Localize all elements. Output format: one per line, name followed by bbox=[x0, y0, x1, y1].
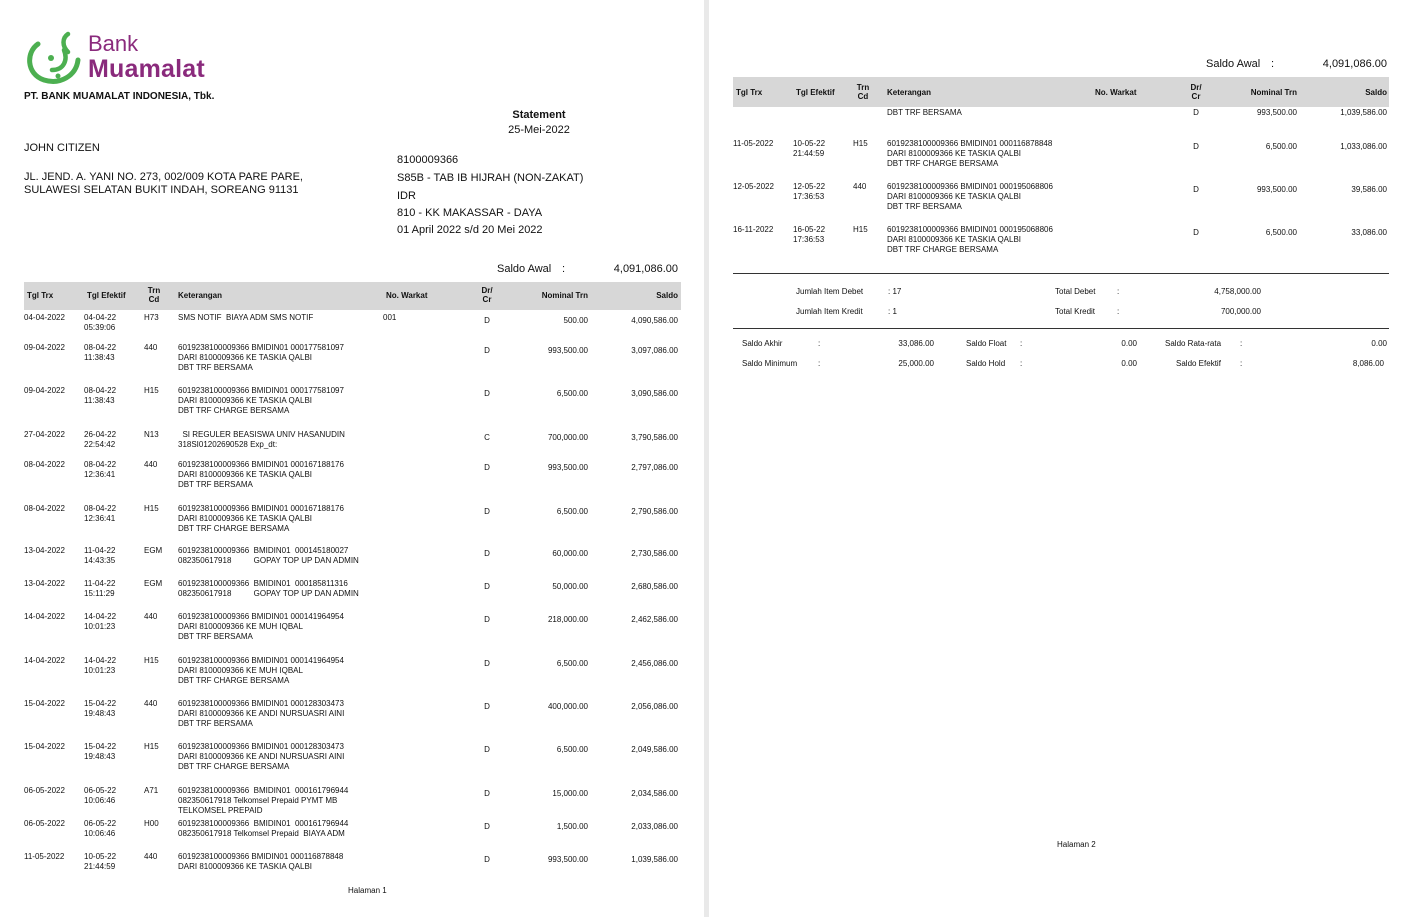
saldo-float-colon: : bbox=[1020, 339, 1023, 348]
col-trn-cd-p2-line1: Trn bbox=[856, 83, 870, 92]
row-nominal: 50,000.00 bbox=[552, 582, 588, 591]
row-saldo: 33,086.00 bbox=[1351, 228, 1387, 237]
row-tgl-efektif bbox=[793, 139, 825, 159]
row-drcr: D bbox=[1193, 142, 1199, 151]
row-tgl-efektif-line: 11:38:43 bbox=[84, 353, 115, 362]
page-number-1: Halaman 1 bbox=[348, 886, 387, 895]
row-keterangan-line: 082350617918 Telkomsel Prepaid PYMT MB bbox=[178, 796, 338, 805]
row-keterangan-line: DARI 8100009366 KE ANDI NURSUASRI AINI bbox=[178, 752, 345, 761]
total-debet-label: Total Debet bbox=[1055, 287, 1096, 296]
row-tgl-efektif bbox=[84, 656, 116, 676]
row-tgl-trx: 09-04-2022 bbox=[24, 386, 65, 395]
row-keterangan-line: 6019238100009366 BMIDIN01 000116878848 bbox=[178, 852, 344, 861]
row-tgl-efektif bbox=[84, 546, 115, 566]
page-number-2: Halaman 2 bbox=[1057, 840, 1096, 849]
row-tgl-trx: 14-04-2022 bbox=[24, 612, 65, 621]
customer-address-line1: JL. JEND. A. YANI NO. 273, 002/009 KOTA PARE PARE, bbox=[24, 171, 303, 183]
row-tgl-trx: 15-04-2022 bbox=[24, 699, 65, 708]
col-tgl-trx-p2: Tgl Trx bbox=[736, 88, 763, 97]
row-keterangan bbox=[178, 313, 313, 323]
row-tgl-trx: 08-04-2022 bbox=[24, 460, 65, 469]
row-tgl-trx: 11-05-2022 bbox=[24, 852, 65, 861]
col-dr-cr-line2: Cr bbox=[482, 295, 492, 304]
row-keterangan-line: 6019238100009366 BMIDIN01 000161796944 bbox=[178, 786, 349, 795]
row-keterangan bbox=[178, 852, 343, 872]
row-keterangan bbox=[887, 182, 1053, 212]
row-drcr: D bbox=[484, 789, 490, 798]
row-tgl-efektif-line: 10:01:23 bbox=[84, 666, 116, 675]
row-keterangan bbox=[178, 699, 344, 729]
row-tgl-efektif-line: 15-04-22 bbox=[84, 699, 117, 708]
col-trn-cd-p2-line2: Cd bbox=[857, 92, 869, 101]
row-drcr: D bbox=[484, 582, 490, 591]
row-saldo: 39,586.00 bbox=[1351, 185, 1387, 194]
row-nominal: 993,500.00 bbox=[547, 463, 588, 472]
row-keterangan-line: 6019238100009366 BMIDIN01 000116878848 bbox=[887, 139, 1053, 148]
saldo-akhir-colon: : bbox=[818, 339, 821, 348]
row-tgl-efektif bbox=[84, 504, 116, 524]
row-keterangan-line: 082350617918 Telkomsel Prepaid BIAYA ADM bbox=[178, 829, 345, 838]
row-keterangan bbox=[887, 139, 1052, 169]
row-tgl-trx: 04-04-2022 bbox=[24, 313, 65, 322]
row-keterangan-line: 6019238100009366 BMIDIN01 000167188176 bbox=[178, 504, 344, 513]
row-trn-cd: 440 bbox=[853, 182, 867, 191]
row-keterangan-line: SMS NOTIF BIAYA ADM SMS NOTIF bbox=[178, 313, 314, 322]
row-nominal: 993,500.00 bbox=[547, 346, 588, 355]
row-saldo: 2,456,086.00 bbox=[631, 659, 678, 668]
row-tgl-efektif-line: 26-04-22 bbox=[84, 430, 117, 439]
row-tgl-efektif-line: 10-05-22 bbox=[793, 139, 826, 148]
total-kredit-colon: : bbox=[1117, 307, 1120, 316]
row-nominal: 500.00 bbox=[563, 316, 588, 325]
row-keterangan-line: 082350617918 GOPAY TOP UP DAN ADMIN bbox=[178, 556, 359, 565]
row-keterangan: DBT TRF BERSAMA bbox=[887, 108, 962, 117]
row-nominal: 6,500.00 bbox=[556, 389, 588, 398]
table-header bbox=[24, 282, 681, 310]
col-saldo-p2: Saldo bbox=[1365, 88, 1387, 97]
row-tgl-efektif-line: 22:54:42 bbox=[84, 440, 116, 449]
row-keterangan-line: 6019238100009366 BMIDIN01 000185811316 bbox=[178, 579, 348, 588]
row-tgl-efektif bbox=[84, 699, 116, 719]
row-tgl-efektif-line: 12:36:41 bbox=[84, 470, 116, 479]
row-trn-cd: 440 bbox=[144, 612, 158, 621]
row-keterangan-line: DARI 8100009366 KE TASKIA QALBI bbox=[178, 396, 313, 405]
row-nominal: 6,500.00 bbox=[556, 659, 588, 668]
row-tgl-trx: 14-04-2022 bbox=[24, 656, 65, 665]
row-tgl-efektif-line: 12-05-22 bbox=[793, 182, 826, 191]
row-keterangan-line: DBT TRF CHARGE BERSAMA bbox=[887, 245, 999, 254]
row-drcr: D bbox=[484, 389, 490, 398]
col-keterangan-p2: Keterangan bbox=[887, 88, 932, 97]
row-keterangan-line: DBT TRF CHARGE BERSAMA bbox=[178, 406, 290, 415]
row-tgl-trx: 12-05-2022 bbox=[733, 182, 774, 191]
row-tgl-trx: 06-05-2022 bbox=[24, 786, 65, 795]
row-saldo: 1,039,586.00 bbox=[631, 855, 678, 864]
saldo-minimum-colon: : bbox=[818, 359, 821, 368]
saldo-rata-colon: : bbox=[1240, 339, 1243, 348]
row-keterangan-line: DBT TRF CHARGE BERSAMA bbox=[178, 762, 290, 771]
row-tgl-trx: 15-04-2022 bbox=[24, 742, 65, 751]
saldo-hold-value: 0.00 bbox=[1121, 359, 1137, 368]
saldo-efektif-value: 8,086.00 bbox=[1352, 359, 1384, 368]
saldo-efektif-label: Saldo Efektif bbox=[1176, 359, 1221, 368]
row-tgl-efektif-line: 17:36:53 bbox=[793, 235, 825, 244]
col-dr-cr-p2-line1: Dr/ bbox=[1190, 83, 1202, 92]
row-tgl-efektif-line: 04-04-22 bbox=[84, 313, 117, 322]
row-drcr: D bbox=[1193, 185, 1199, 194]
row-drcr: D bbox=[1193, 108, 1199, 117]
row-drcr: D bbox=[484, 463, 490, 472]
row-tgl-efektif-line: 06-05-22 bbox=[84, 786, 117, 795]
row-drcr: D bbox=[484, 615, 490, 624]
row-tgl-trx: 08-04-2022 bbox=[24, 504, 65, 513]
row-tgl-efektif-line: 11-04-22 bbox=[84, 546, 116, 555]
row-tgl-efektif-line: 08-04-22 bbox=[84, 504, 117, 513]
row-drcr: C bbox=[484, 433, 490, 442]
row-keterangan-line: 6019238100009366 BMIDIN01 000141964954 bbox=[178, 656, 344, 665]
account-branch: 810 - KK MAKASSAR - DAYA bbox=[397, 207, 543, 219]
saldo-minimum-value: 25,000.00 bbox=[898, 359, 934, 368]
row-keterangan-line: 6019238100009366 BMIDIN01 000177581097 bbox=[178, 343, 344, 352]
row-keterangan bbox=[178, 656, 344, 686]
row-tgl-efektif-line: 08-04-22 bbox=[84, 386, 117, 395]
row-trn-cd: 440 bbox=[144, 852, 158, 861]
row-tgl-efektif-line: 10:06:46 bbox=[84, 796, 116, 805]
row-drcr: D bbox=[484, 855, 490, 864]
row-tgl-trx: 16-11-2022 bbox=[733, 225, 774, 234]
col-dr-cr-line1: Dr/ bbox=[481, 286, 493, 295]
row-keterangan-line: 082350617918 GOPAY TOP UP DAN ADMIN bbox=[178, 589, 359, 598]
row-keterangan bbox=[178, 819, 348, 839]
total-kredit-value: 700,000.00 bbox=[1220, 307, 1261, 316]
logo-text-muamalat: Muamalat bbox=[88, 55, 205, 83]
row-keterangan-line: 6019238100009366 BMIDIN01 000128303473 bbox=[178, 742, 344, 751]
row-saldo: 3,097,086.00 bbox=[631, 346, 678, 355]
row-drcr: D bbox=[484, 316, 490, 325]
row-trn-cd: EGM bbox=[144, 546, 163, 555]
statement-page-2 bbox=[709, 0, 1416, 917]
col-tgl-efektif-p2: Tgl Efektif bbox=[796, 88, 835, 97]
row-keterangan-line: DBT TRF BERSAMA bbox=[178, 719, 253, 728]
row-tgl-efektif-line: 15-04-22 bbox=[84, 742, 117, 751]
row-nominal: 400,000.00 bbox=[547, 702, 588, 711]
row-tgl-efektif bbox=[84, 819, 116, 839]
jumlah-kredit-value: : 1 bbox=[888, 307, 897, 316]
row-keterangan bbox=[178, 343, 344, 373]
saldo-awal-label-p2: Saldo Awal bbox=[1206, 58, 1261, 70]
row-keterangan-line: DARI 8100009366 KE MUH IQBAL bbox=[178, 622, 303, 631]
logo-text-bank: Bank bbox=[88, 31, 139, 56]
row-nominal: 6,500.00 bbox=[556, 507, 588, 516]
row-nominal: 700,000.00 bbox=[547, 433, 588, 442]
row-tgl-efektif bbox=[793, 182, 825, 202]
row-keterangan bbox=[887, 225, 1053, 255]
row-trn-cd: N13 bbox=[144, 430, 159, 439]
row-tgl-efektif-line: 14-04-22 bbox=[84, 656, 117, 665]
summary-divider-top bbox=[733, 273, 1389, 274]
row-keterangan-line: 318SI01202690528 Exp_dt: bbox=[178, 440, 278, 449]
row-keterangan bbox=[178, 612, 344, 642]
account-number: 8100009366 bbox=[397, 154, 459, 166]
row-drcr: D bbox=[484, 346, 490, 355]
row-keterangan bbox=[178, 460, 344, 490]
row-trn-cd: 440 bbox=[144, 343, 158, 352]
row-tgl-trx: 06-05-2022 bbox=[24, 819, 65, 828]
row-trn-cd: H73 bbox=[144, 313, 159, 322]
col-no-warkat: No. Warkat bbox=[386, 291, 428, 300]
row-tgl-efektif bbox=[84, 430, 116, 450]
row-keterangan-line: DBT TRF BERSAMA bbox=[178, 632, 253, 641]
row-keterangan-line: 6019238100009366 BMIDIN01 000167188176 bbox=[178, 460, 344, 469]
row-tgl-efektif-line: 19:48:43 bbox=[84, 709, 116, 718]
saldo-akhir-value: 33,086.00 bbox=[898, 339, 934, 348]
row-keterangan-line: 6019238100009366 BMIDIN01 000145180027 bbox=[178, 546, 349, 555]
row-trn-cd: A71 bbox=[144, 786, 159, 795]
row-keterangan-line: 6019238100009366 BMIDIN01 000195068806 bbox=[887, 182, 1053, 191]
row-tgl-efektif-line: 14-04-22 bbox=[84, 612, 117, 621]
saldo-awal-value: 4,091,086.00 bbox=[613, 263, 678, 275]
row-drcr: D bbox=[484, 659, 490, 668]
total-debet-colon: : bbox=[1117, 287, 1120, 296]
col-tgl-efektif: Tgl Efektif bbox=[87, 291, 126, 300]
row-nominal: 993,500.00 bbox=[547, 855, 588, 864]
row-keterangan-line: DARI 8100009366 KE TASKIA QALBI bbox=[178, 862, 313, 871]
row-nominal: 15,000.00 bbox=[552, 789, 588, 798]
row-keterangan bbox=[178, 786, 348, 816]
row-saldo: 2,462,586.00 bbox=[631, 615, 678, 624]
row-drcr: D bbox=[484, 549, 490, 558]
col-trn-cd-line2: Cd bbox=[148, 295, 160, 304]
row-tgl-efektif bbox=[84, 852, 116, 872]
col-dr-cr bbox=[475, 286, 499, 304]
company-name: PT. BANK MUAMALAT INDONESIA, Tbk. bbox=[24, 91, 215, 102]
row-trn-cd: H15 bbox=[144, 386, 159, 395]
account-product: S85B - TAB IB HIJRAH (NON-ZAKAT) bbox=[397, 172, 584, 184]
table-header-p2 bbox=[733, 77, 1389, 107]
row-trn-cd: EGM bbox=[144, 579, 163, 588]
row-trn-cd: H15 bbox=[144, 656, 159, 665]
row-saldo: 3,090,586.00 bbox=[631, 389, 678, 398]
row-keterangan-line: SI REGULER BEASISWA UNIV HASANUDIN bbox=[178, 430, 345, 439]
row-saldo: 1,039,586.00 bbox=[1340, 108, 1387, 117]
total-kredit-label: Total Kredit bbox=[1055, 307, 1096, 316]
row-keterangan-line: 6019238100009366 BMIDIN01 000128303473 bbox=[178, 699, 344, 708]
row-saldo: 2,790,586.00 bbox=[631, 507, 678, 516]
row-tgl-efektif-line: 08-04-22 bbox=[84, 343, 117, 352]
row-tgl-efektif bbox=[793, 225, 825, 245]
jumlah-kredit-label: Jumlah Item Kredit bbox=[796, 307, 863, 316]
row-tgl-efektif-line: 21:44:59 bbox=[84, 862, 116, 871]
row-trn-cd: H15 bbox=[853, 139, 868, 148]
row-tgl-trx: 11-05-2022 bbox=[733, 139, 774, 148]
account-currency: IDR bbox=[397, 190, 416, 202]
row-nominal: 1,500.00 bbox=[556, 822, 588, 831]
row-trn-cd: 440 bbox=[144, 699, 158, 708]
row-keterangan-line: 6019238100009366 BMIDIN01 000195068806 bbox=[887, 225, 1053, 234]
row-drcr: D bbox=[1193, 228, 1199, 237]
col-trn-cd-p2 bbox=[851, 83, 875, 101]
row-tgl-efektif bbox=[84, 786, 116, 806]
row-saldo: 3,790,586.00 bbox=[631, 433, 678, 442]
col-no-warkat-p2: No. Warkat bbox=[1095, 88, 1137, 97]
row-saldo: 4,090,586.00 bbox=[631, 316, 678, 325]
row-tgl-efektif bbox=[84, 343, 116, 363]
saldo-float-value: 0.00 bbox=[1121, 339, 1137, 348]
row-trn-cd: H15 bbox=[144, 504, 159, 513]
col-tgl-trx: Tgl Trx bbox=[27, 291, 54, 300]
saldo-minimum-label: Saldo Minimum bbox=[742, 359, 798, 368]
statement-title: Statement bbox=[512, 109, 566, 121]
saldo-hold-colon: : bbox=[1020, 359, 1023, 368]
saldo-float-label: Saldo Float bbox=[966, 339, 1007, 348]
row-tgl-efektif-line: 10:01:23 bbox=[84, 622, 116, 631]
row-keterangan-line: DARI 8100009366 KE TASKIA QALBI bbox=[887, 192, 1022, 201]
row-trn-cd: H00 bbox=[144, 819, 159, 828]
row-trn-cd: H15 bbox=[144, 742, 159, 751]
row-keterangan-line: 6019238100009366 BMIDIN01 000161796944 bbox=[178, 819, 349, 828]
row-keterangan-line: DBT TRF BERSAMA bbox=[887, 202, 962, 211]
col-saldo: Saldo bbox=[656, 291, 678, 300]
row-trn-cd: 440 bbox=[144, 460, 158, 469]
row-no-warkat: 001 bbox=[383, 313, 397, 322]
row-tgl-efektif bbox=[84, 612, 116, 632]
row-tgl-trx: 09-04-2022 bbox=[24, 343, 65, 352]
col-trn-cd-line1: Trn bbox=[147, 286, 161, 295]
saldo-awal-value-p2: 4,091,086.00 bbox=[1322, 58, 1387, 70]
row-keterangan-line: DBT TRF CHARGE BERSAMA bbox=[887, 159, 999, 168]
row-saldo: 2,034,586.00 bbox=[631, 789, 678, 798]
row-saldo: 1,033,086.00 bbox=[1340, 142, 1387, 151]
customer-name: JOHN CITIZEN bbox=[24, 142, 100, 154]
summary-divider-bottom bbox=[733, 328, 1389, 329]
row-keterangan bbox=[178, 430, 345, 450]
row-keterangan-line: DARI 8100009366 KE ANDI NURSUASRI AINI bbox=[178, 709, 345, 718]
col-trn-cd bbox=[142, 286, 166, 304]
saldo-awal-colon: : bbox=[562, 263, 566, 275]
statement-period: 01 April 2022 s/d 20 Mei 2022 bbox=[397, 224, 543, 236]
statement-page-1 bbox=[0, 0, 704, 917]
row-tgl-efektif-line: 06-05-22 bbox=[84, 819, 117, 828]
total-debet-value: 4,758,000.00 bbox=[1214, 287, 1261, 296]
row-tgl-efektif-line: 19:48:43 bbox=[84, 752, 116, 761]
row-tgl-efektif-line: 12:36:41 bbox=[84, 514, 116, 523]
row-keterangan-line: DBT TRF CHARGE BERSAMA bbox=[178, 676, 290, 685]
saldo-awal-colon-p2: : bbox=[1271, 58, 1275, 70]
row-keterangan-line: 6019238100009366 BMIDIN01 000141964954 bbox=[178, 612, 344, 621]
row-saldo: 2,680,586.00 bbox=[631, 582, 678, 591]
row-tgl-efektif-line: 10:06:46 bbox=[84, 829, 116, 838]
row-keterangan-line: DARI 8100009366 KE TASKIA QALBI bbox=[178, 514, 313, 523]
row-tgl-efektif-line: 08-04-22 bbox=[84, 460, 117, 469]
row-keterangan-line: DARI 8100009366 KE MUH IQBAL bbox=[178, 666, 303, 675]
statement-date: 25-Mei-2022 bbox=[508, 124, 570, 136]
row-nominal: 218,000.00 bbox=[547, 615, 588, 624]
row-keterangan-line: DBT TRF BERSAMA bbox=[178, 363, 253, 372]
row-keterangan-line: 6019238100009366 BMIDIN01 000177581097 bbox=[178, 386, 344, 395]
row-tgl-trx: 27-04-2022 bbox=[24, 430, 65, 439]
row-keterangan bbox=[178, 386, 344, 416]
row-tgl-efektif-line: 15:11:29 bbox=[84, 589, 115, 598]
row-tgl-efektif bbox=[84, 313, 116, 333]
saldo-efektif-colon: : bbox=[1240, 359, 1243, 368]
row-tgl-trx: 13-04-2022 bbox=[24, 546, 65, 555]
row-tgl-efektif-line: 11:38:43 bbox=[84, 396, 115, 405]
row-tgl-efektif-line: 11-04-22 bbox=[84, 579, 116, 588]
row-keterangan-line: DARI 8100009366 KE TASKIA QALBI bbox=[887, 149, 1022, 158]
row-drcr: D bbox=[484, 507, 490, 516]
row-trn-cd: H15 bbox=[853, 225, 868, 234]
row-keterangan-line: DBT TRF BERSAMA bbox=[178, 480, 253, 489]
row-tgl-efektif-line: 16-05-22 bbox=[793, 225, 826, 234]
saldo-akhir-label: Saldo Akhir bbox=[742, 339, 783, 348]
row-keterangan-line: DARI 8100009366 KE TASKIA QALBI bbox=[178, 470, 313, 479]
row-keterangan bbox=[178, 579, 359, 599]
row-tgl-efektif-line: 17:36:53 bbox=[793, 192, 825, 201]
row-keterangan-line: DARI 8100009366 KE TASKIA QALBI bbox=[887, 235, 1022, 244]
row-saldo: 2,056,086.00 bbox=[631, 702, 678, 711]
row-keterangan bbox=[178, 504, 344, 534]
row-tgl-efektif bbox=[84, 579, 115, 599]
row-saldo: 2,730,586.00 bbox=[631, 549, 678, 558]
row-tgl-efektif-line: 14:43:35 bbox=[84, 556, 116, 565]
row-saldo: 2,049,586.00 bbox=[631, 745, 678, 754]
col-nominal: Nominal Trn bbox=[541, 291, 588, 300]
jumlah-debet-label: Jumlah Item Debet bbox=[796, 287, 864, 296]
row-keterangan-line: DBT TRF CHARGE BERSAMA bbox=[178, 524, 290, 533]
col-nominal-p2: Nominal Trn bbox=[1250, 88, 1297, 97]
col-keterangan: Keterangan bbox=[178, 291, 223, 300]
row-nominal: 6,500.00 bbox=[556, 745, 588, 754]
row-saldo: 2,797,086.00 bbox=[631, 463, 678, 472]
row-drcr: D bbox=[484, 822, 490, 831]
saldo-rata-label: Saldo Rata-rata bbox=[1165, 339, 1222, 348]
row-tgl-efektif bbox=[84, 386, 116, 406]
col-dr-cr-p2 bbox=[1184, 83, 1208, 101]
row-keterangan bbox=[178, 546, 359, 566]
row-saldo: 2,033,086.00 bbox=[631, 822, 678, 831]
row-drcr: D bbox=[484, 702, 490, 711]
row-keterangan bbox=[178, 742, 344, 772]
row-tgl-trx: 13-04-2022 bbox=[24, 579, 65, 588]
row-tgl-efektif bbox=[84, 460, 116, 480]
row-tgl-efektif-line: 10-05-22 bbox=[84, 852, 117, 861]
row-tgl-efektif-line: 21:44:59 bbox=[793, 149, 825, 158]
row-drcr: D bbox=[484, 745, 490, 754]
row-nominal: 6,500.00 bbox=[1265, 228, 1297, 237]
row-nominal: 993,500.00 bbox=[1256, 108, 1297, 117]
row-tgl-efektif bbox=[84, 742, 116, 762]
bank-logo-icon bbox=[24, 30, 82, 86]
saldo-rata-value: 0.00 bbox=[1371, 339, 1387, 348]
col-dr-cr-p2-line2: Cr bbox=[1191, 92, 1201, 101]
customer-address-line2: SULAWESI SELATAN BUKIT INDAH, SOREANG 91131 bbox=[24, 184, 299, 196]
row-nominal: 993,500.00 bbox=[1256, 185, 1297, 194]
row-keterangan-line: TELKOMSEL PREPAID bbox=[178, 806, 263, 815]
saldo-awal-label: Saldo Awal bbox=[497, 263, 552, 275]
row-nominal: 6,500.00 bbox=[1265, 142, 1297, 151]
row-tgl-efektif-line: 05:39:06 bbox=[84, 323, 116, 332]
jumlah-debet-value: : 17 bbox=[888, 287, 902, 296]
row-nominal: 60,000.00 bbox=[552, 549, 588, 558]
row-keterangan-line: DARI 8100009366 KE TASKIA QALBI bbox=[178, 353, 313, 362]
saldo-hold-label: Saldo Hold bbox=[966, 359, 1006, 368]
